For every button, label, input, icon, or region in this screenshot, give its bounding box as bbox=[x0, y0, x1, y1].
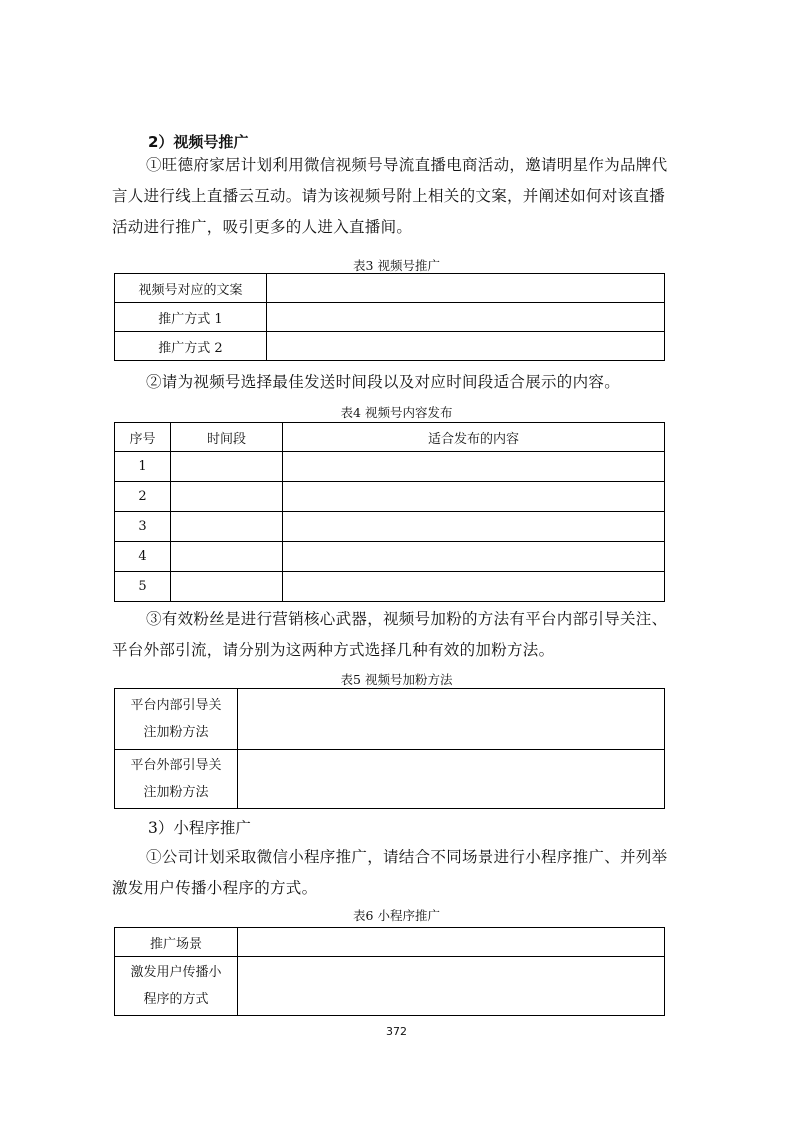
table-row bbox=[115, 750, 665, 809]
row-label-line: 程序的方式 bbox=[143, 992, 209, 1007]
table-row bbox=[115, 957, 665, 1016]
paragraph-task-4 bbox=[112, 842, 672, 904]
table-row bbox=[115, 482, 665, 512]
row-label-line: 激发用户传播小 bbox=[130, 965, 222, 980]
table-header-row bbox=[115, 423, 665, 452]
table-caption: 表6 小程序推广 bbox=[353, 908, 440, 923]
table-row bbox=[115, 572, 665, 602]
paragraph-line: 平台外部引流，请分别为这两种方式选择几种有效的加粉方法。 bbox=[112, 641, 555, 659]
paragraph-line: ①旺德府家居计划利用微信视频号导流直播电商活动，邀请明星作为品牌代 bbox=[146, 156, 668, 174]
paragraph-line: 活动进行推广，吸引更多的人进入直播间。 bbox=[112, 218, 413, 236]
table-row bbox=[115, 512, 665, 542]
table-row bbox=[115, 928, 665, 957]
row-label: 推广方式 2 bbox=[115, 332, 267, 361]
paragraph-task-2 bbox=[112, 367, 672, 398]
page-number: 372 bbox=[386, 1025, 407, 1038]
answer-cell[interactable] bbox=[238, 750, 665, 809]
row-number: 5 bbox=[115, 572, 171, 602]
paragraph-line: ②请为视频号选择最佳发送时间段以及对应时间段适合展示的内容。 bbox=[146, 373, 621, 391]
paragraph-line: 激发用户传播小程序的方式。 bbox=[112, 879, 318, 897]
row-number: 4 bbox=[115, 542, 171, 572]
row-label bbox=[115, 750, 238, 809]
row-label bbox=[115, 689, 238, 750]
table-caption: 表3 视频号推广 bbox=[353, 258, 440, 273]
row-label-line: 注加粉方法 bbox=[143, 785, 209, 800]
paragraph-line: 言人进行线上直播云互动。请为该视频号附上相关的文案，并阐述如何对该直播 bbox=[112, 187, 666, 205]
row-label: 视频号对应的文案 bbox=[115, 274, 267, 303]
answer-cell[interactable] bbox=[267, 332, 665, 361]
table-caption: 表4 视频号内容发布 bbox=[340, 405, 453, 420]
content-cell[interactable] bbox=[283, 452, 665, 482]
row-label-line: 平台内部引导关 bbox=[130, 698, 222, 713]
section-heading-video-promotion: 2）视频号推广 bbox=[148, 133, 249, 151]
row-label-line: 平台外部引导关 bbox=[130, 758, 222, 773]
paragraph-task-1 bbox=[112, 150, 672, 243]
answer-cell[interactable] bbox=[267, 274, 665, 303]
paragraph-line: ①公司计划采取微信小程序推广，请结合不同场景进行小程序推广、并列举 bbox=[146, 848, 668, 866]
answer-cell[interactable] bbox=[267, 303, 665, 332]
time-cell[interactable] bbox=[171, 572, 283, 602]
time-cell[interactable] bbox=[171, 542, 283, 572]
table-row bbox=[115, 274, 665, 303]
table-caption: 表5 视频号加粉方法 bbox=[340, 672, 453, 687]
table-row bbox=[115, 452, 665, 482]
answer-cell[interactable] bbox=[238, 957, 665, 1016]
table-row bbox=[115, 332, 665, 361]
paragraph-task-3 bbox=[112, 604, 672, 666]
paragraph-line: ③有效粉丝是进行营销核心武器，视频号加粉的方法有平台内部引导关注、 bbox=[146, 610, 668, 628]
table-row bbox=[115, 303, 665, 332]
table-content-schedule bbox=[114, 422, 665, 602]
row-number: 3 bbox=[115, 512, 171, 542]
answer-cell[interactable] bbox=[238, 928, 665, 957]
row-number: 2 bbox=[115, 482, 171, 512]
column-header: 适合发布的内容 bbox=[283, 423, 665, 452]
table-row bbox=[115, 689, 665, 750]
time-cell[interactable] bbox=[171, 452, 283, 482]
answer-cell[interactable] bbox=[238, 689, 665, 750]
column-header: 时间段 bbox=[171, 423, 283, 452]
row-label: 推广场景 bbox=[115, 928, 238, 957]
row-label-line: 注加粉方法 bbox=[143, 725, 209, 740]
column-header: 序号 bbox=[115, 423, 171, 452]
content-cell[interactable] bbox=[283, 542, 665, 572]
table-fan-growth bbox=[114, 688, 665, 809]
content-cell[interactable] bbox=[283, 482, 665, 512]
table-mini-program bbox=[114, 927, 665, 1016]
row-number: 1 bbox=[115, 452, 171, 482]
row-label bbox=[115, 957, 238, 1016]
time-cell[interactable] bbox=[171, 512, 283, 542]
table-row bbox=[115, 542, 665, 572]
time-cell[interactable] bbox=[171, 482, 283, 512]
row-label: 推广方式 1 bbox=[115, 303, 267, 332]
content-cell[interactable] bbox=[283, 512, 665, 542]
section-heading-mini-program: 3）小程序推广 bbox=[148, 819, 251, 837]
content-cell[interactable] bbox=[283, 572, 665, 602]
table-video-promotion bbox=[114, 273, 665, 361]
